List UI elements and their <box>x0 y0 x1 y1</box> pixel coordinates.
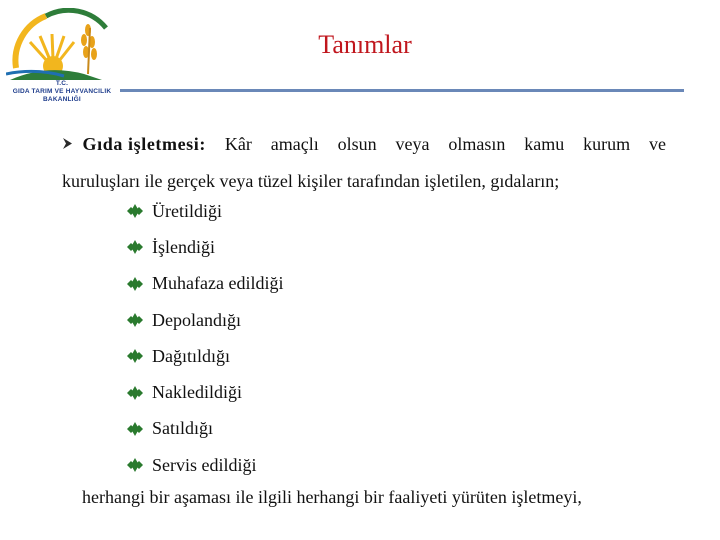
diamond-bullet-icon <box>126 385 144 401</box>
logo-text-bakanligi: BAKANLIĞI <box>43 96 81 103</box>
list-item-label: Servis edildiği <box>152 454 257 475</box>
logo-text-tc: T.C. <box>55 80 69 87</box>
definition-paragraph <box>62 126 666 200</box>
definition-word: kamu <box>524 134 565 154</box>
sun-wheat-emblem-icon <box>6 8 118 80</box>
list-item-label: Dağıtıldığı <box>152 345 230 366</box>
list-item <box>126 374 283 410</box>
definition-lead <box>62 126 206 163</box>
definition-term: Gıda işletmesi: <box>82 134 206 154</box>
list-item-label: Satıldığı <box>152 418 214 439</box>
activity-list <box>126 193 283 483</box>
definition-second-line: kuruluşları ile gerçek veya tüzel kişiler tarafından işletilen, gıdaların; <box>62 171 560 191</box>
list-item <box>126 266 283 302</box>
list-item-label: İşlendiği <box>152 236 215 257</box>
definition-word: Kâr <box>224 134 252 154</box>
diamond-bullet-icon <box>126 348 144 364</box>
definition-word: veya <box>395 134 430 154</box>
list-item <box>126 229 283 265</box>
list-item <box>126 411 283 447</box>
diamond-bullet-icon <box>126 203 144 219</box>
diamond-bullet-icon <box>126 239 144 255</box>
definition-word: kurum <box>583 134 631 154</box>
logo-text-ministry: GIDA TARIM VE HAYVANCILIK <box>12 88 112 95</box>
definition-word: olsun <box>337 134 377 154</box>
list-item <box>126 447 283 483</box>
arrow-bullet-icon <box>62 126 78 163</box>
list-item-label: Nakledildiği <box>152 382 242 403</box>
diamond-bullet-icon <box>126 276 144 292</box>
ministry-logo <box>6 8 118 104</box>
list-item <box>126 193 283 229</box>
slide-title: Tanımlar <box>318 30 412 59</box>
list-item <box>126 338 283 374</box>
definition-word: amaçlı <box>270 134 319 154</box>
title-divider <box>120 89 684 92</box>
diamond-bullet-icon <box>126 421 144 437</box>
definition-first-line <box>62 126 666 163</box>
list-item-label: Üretildiği <box>152 200 222 221</box>
list-item <box>126 302 283 338</box>
list-item-label: Depolandığı <box>152 309 241 330</box>
definition-word: olmasın <box>448 134 506 154</box>
closing-sentence: herhangi bir aşaması ile ilgili herhangi bir faaliyeti yürüten işletmeyi, <box>82 487 582 507</box>
diamond-bullet-icon <box>126 457 144 473</box>
diamond-bullet-icon <box>126 312 144 328</box>
list-item-label: Muhafaza edildiği <box>152 273 284 294</box>
definition-word: ve <box>648 134 666 154</box>
